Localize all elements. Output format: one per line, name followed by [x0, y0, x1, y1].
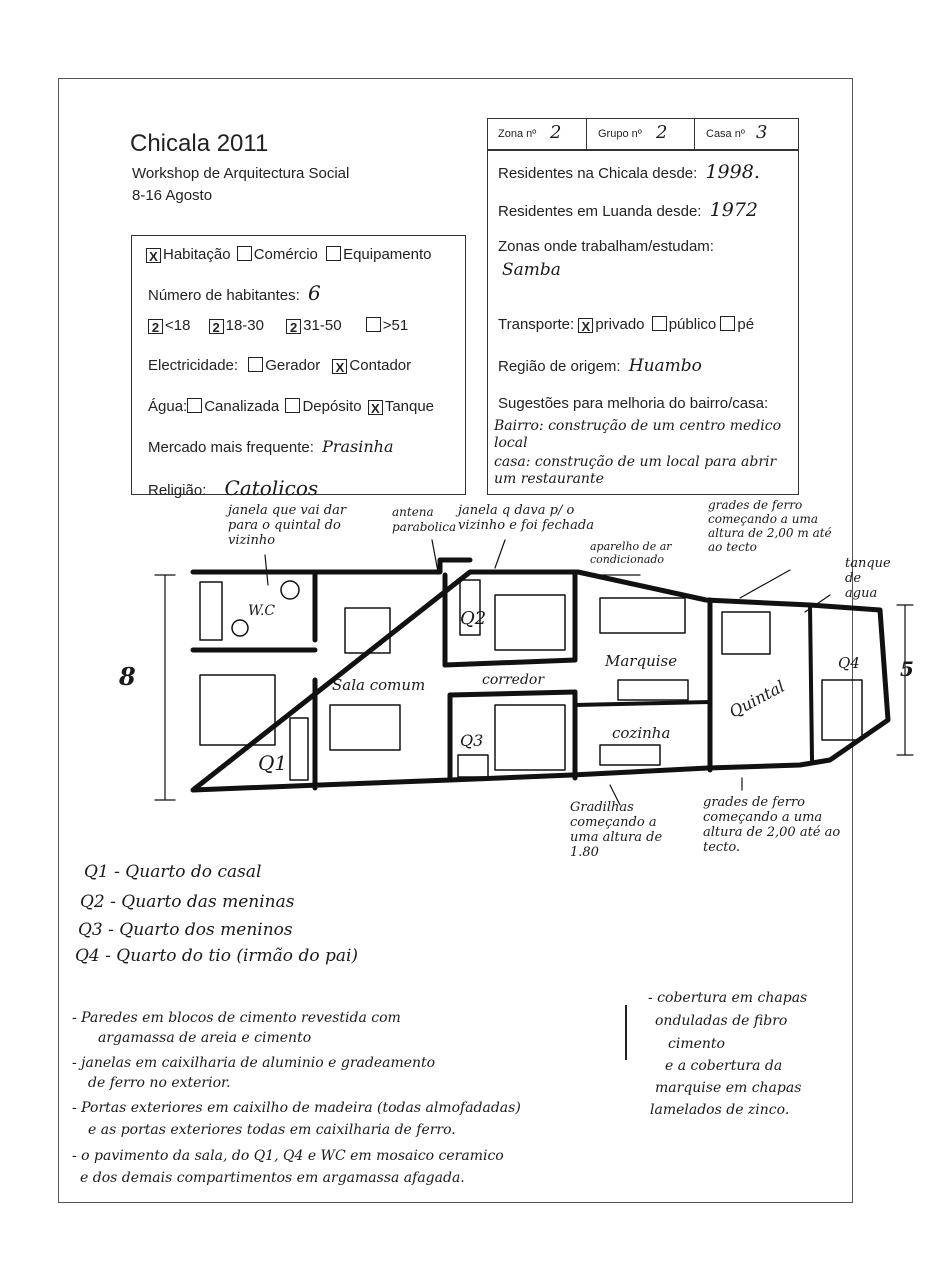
sofa	[345, 608, 390, 653]
tanque-label: Tanque	[384, 398, 435, 415]
transporte-label: Transporte:	[498, 316, 575, 333]
room-cozinha-label: cozinha	[612, 724, 671, 742]
room-wc-label: W.C	[248, 603, 276, 619]
bed-q3	[495, 705, 565, 770]
wall-q2-bottom	[445, 660, 575, 665]
note-tanque: tanque de agua	[845, 556, 891, 601]
habitacao-checkbox[interactable]: X	[146, 248, 161, 263]
habitacao-label: Habitação	[163, 246, 231, 263]
room-q3-label: Q3	[460, 731, 484, 750]
note-gradilhas: Gradilhas começando a uma altura de 1.80	[570, 800, 663, 860]
comercio-label: Comércio	[253, 246, 318, 263]
luanda-value: 1972	[709, 199, 759, 221]
contador-label: Contador	[349, 357, 412, 374]
dim-left-label: 8	[119, 662, 136, 691]
desk-q3	[458, 755, 488, 777]
spec-right-4: e a cobertura da	[665, 1058, 783, 1074]
sugestao-casa: casa: construção de um local para abrir um restaurante	[494, 454, 777, 487]
sink	[281, 581, 299, 599]
page-subtitle: Workshop de Arquitectura Social	[132, 165, 350, 182]
arrow-grades-tecto	[740, 570, 790, 598]
room-sala-label: Sala comum	[332, 676, 426, 694]
toilet	[232, 620, 248, 636]
equipamento-label: Equipamento	[343, 246, 432, 263]
bathtub	[200, 582, 222, 640]
wall-marquise-cozinha	[575, 702, 710, 705]
page-title: Chicala 2011	[130, 130, 269, 157]
age-over51-label: >51	[382, 317, 409, 334]
chicala-label: Residentes na Chicala desde:	[498, 165, 698, 182]
room-quintal-label: Quintal	[725, 676, 788, 722]
casa-value: 3	[756, 122, 768, 143]
dim-right-label: 5	[900, 657, 914, 681]
kitchen-counter	[600, 745, 660, 765]
spec-right-5: marquise em chapas	[655, 1080, 802, 1096]
luanda-label: Residentes em Luanda desde:	[498, 203, 702, 220]
marquise-bench	[618, 680, 688, 700]
spec-line-3: - janelas em caixilharia de aluminio e gradeamento	[72, 1055, 436, 1071]
agua-label: Água:	[148, 398, 188, 415]
legend-q4: Q4 - Quarto do tio (irmão do pai)	[75, 946, 359, 966]
arrow-janela-fechada	[495, 540, 505, 568]
age-31-50-label: 31-50	[303, 317, 342, 334]
habitantes-label: Número de habitantes:	[148, 287, 300, 304]
sugestoes-label: Sugestões para melhoria do bairro/casa:	[498, 395, 769, 412]
grupo-label: Grupo nº	[598, 128, 642, 140]
age-31-50-checkbox[interactable]: 2	[286, 319, 301, 334]
age-18-30-label: 18-30	[225, 317, 264, 334]
gerador-label: Gerador	[265, 357, 321, 374]
spec-line-2: argamassa de areia e cimento	[98, 1030, 312, 1046]
spec-line-4: de ferro no exterior.	[88, 1075, 231, 1091]
origem-label: Região de origem:	[498, 358, 621, 375]
note-janela-quintal: janela que vai dar para o quintal do vizinho	[228, 503, 347, 548]
room-corredor-label: corredor	[482, 672, 545, 688]
spec-right-3: cimento	[668, 1036, 725, 1052]
room-q2-label: Q2	[460, 608, 487, 629]
marquise-table	[600, 598, 685, 633]
casa-label: Casa nº	[706, 128, 745, 140]
spec-line-6: e as portas exteriores todas em caixilharia de ferro.	[88, 1122, 456, 1138]
canalizada-label: Canalizada	[204, 398, 280, 415]
electricidade-label: Electricidade:	[148, 357, 239, 374]
room-q1-label: Q1	[258, 751, 288, 775]
bed-q4	[822, 680, 862, 740]
wall-corridor-bottom	[450, 692, 575, 695]
legend-q3: Q3 - Quarto dos meninos	[78, 920, 293, 940]
age-under18-label: <18	[165, 317, 191, 334]
transporte-pe-label: pé	[737, 316, 755, 333]
note-ar-condicionado: aparelho de ar condicionado	[590, 540, 672, 566]
note-antena: antena parabolica	[392, 505, 457, 534]
spec-line-5: - Portas exteriores em caixilho de madeira (todas almofadadas)	[72, 1100, 521, 1116]
religiao-value: Catolicos	[224, 476, 319, 500]
page-dates: 8-16 Agosto	[132, 187, 213, 204]
contador-checkbox[interactable]: X	[332, 359, 347, 374]
mercado-label: Mercado mais frequente:	[148, 439, 314, 456]
mercado-value: Prasinha	[322, 437, 394, 456]
note-grades-tecto: grades de ferro começando a uma altura de 2,00 m até ao tecto	[708, 498, 832, 554]
zona-value: 2	[550, 122, 562, 143]
wall-q4	[810, 605, 812, 760]
legend-q1: Q1 - Quarto do casal	[84, 862, 262, 882]
tanque-checkbox[interactable]: X	[368, 400, 383, 415]
spec-right-1: - cobertura em chapas	[648, 990, 808, 1006]
bed-q2	[495, 595, 565, 650]
spec-line-8: e dos demais compartimentos em argamassa afagada.	[80, 1170, 465, 1186]
zonas-label: Zonas onde trabalham/estudam:	[498, 238, 714, 255]
spec-right-6: lamelados de zinco.	[650, 1102, 790, 1118]
note-grades-baixo: grades de ferro começando a uma altura de 2,00 até ao tecto.	[703, 795, 841, 855]
arrow-antena	[432, 540, 438, 572]
spec-line-1: - Paredes em blocos de cimento revestida com	[72, 1010, 401, 1026]
age-under18-checkbox[interactable]: 2	[148, 319, 163, 334]
spec-line-7: - o pavimento da sala, do Q1, Q4 e WC em mosaico ceramico	[72, 1148, 504, 1164]
wardrobe-q1	[290, 718, 308, 780]
spec-right-2: onduladas de fibro	[655, 1013, 788, 1029]
chicala-value: 1998.	[705, 161, 760, 183]
dining-table	[330, 705, 400, 750]
religiao-label: Religião:	[148, 482, 207, 499]
transporte-publico-label: público	[668, 316, 717, 333]
sugestao-bairro: Bairro: construção de um centro medico local	[494, 418, 782, 451]
transporte-privado-label: privado	[595, 316, 645, 333]
grupo-value: 2	[656, 122, 668, 143]
spec-divider	[625, 1005, 627, 1060]
dim-line-left	[155, 575, 175, 800]
deposito-label: Depósito	[302, 398, 362, 415]
legend-q2: Q2 - Quarto das meninas	[80, 892, 295, 912]
room-q4-label: Q4	[838, 654, 860, 672]
zonas-value: Samba	[502, 260, 561, 280]
note-janela-fechada: janela q dava p/ o vizinho e foi fechada	[458, 503, 594, 533]
transporte-privado-checkbox[interactable]: X	[578, 318, 593, 333]
room-marquise-label: Marquise	[605, 652, 678, 670]
habitantes-value: 6	[307, 281, 321, 305]
zona-label: Zona nº	[498, 128, 537, 140]
water-tank	[722, 612, 770, 654]
origem-value: Huambo	[628, 356, 702, 376]
age-18-30-checkbox[interactable]: 2	[209, 319, 224, 334]
